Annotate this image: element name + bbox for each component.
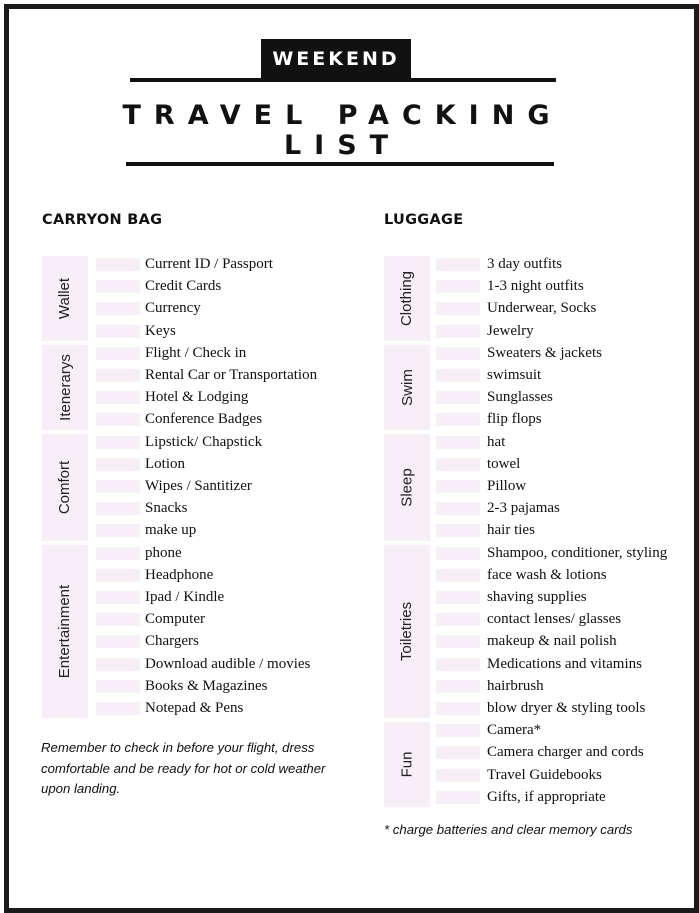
luggage-checkbox[interactable] [436,258,480,271]
carryon-group-label: Itenerarys [56,353,74,421]
luggage-item: Sunglasses [487,389,553,406]
carryon-checkbox[interactable] [96,680,140,693]
carryon-group-wallet [42,256,88,341]
carryon-item: make up [145,522,197,539]
carryon-checkbox[interactable] [96,502,140,515]
carryon-group-label: Entertainment [56,584,74,679]
luggage-checkbox[interactable] [436,391,480,404]
luggage-item: flip flops [487,411,542,428]
luggage-item: face wash & lotions [487,566,607,583]
luggage-checkbox[interactable] [436,680,480,693]
carryon-group-label: Comfort [56,460,74,514]
luggage-checkbox[interactable] [436,769,480,782]
luggage-item: swimsuit [487,367,542,383]
luggage-item: contact lenses/ glasses [487,611,622,628]
luggage-item: 1-3 night outfits [487,278,584,295]
carryon-checkbox[interactable] [96,702,140,715]
luggage-item: Camera* [487,722,542,739]
carryon-checkbox[interactable] [96,258,140,271]
luggage-item: 3 day outfits [487,256,562,272]
carryon-item: Current ID / Passport [145,256,273,272]
luggage-group-label: Clothing [398,270,416,326]
carryon-item: Lotion [145,455,185,472]
luggage-item: Gifts, if appropriate [487,788,606,805]
luggage-item: hairbrush [487,677,544,694]
luggage-group-sleep [384,434,430,541]
luggage-item: Pillow [487,478,527,494]
carryon-checkbox[interactable] [96,480,140,493]
luggage-item: shaving supplies [487,589,587,605]
luggage-item: blow dryer & styling tools [487,700,646,716]
luggage-checkbox[interactable] [436,635,480,648]
carryon-note: Remember to check in before your flight, dress comfortable and be ready for hot or cold weather upon landing. [41,740,326,796]
carryon-checkbox[interactable] [96,325,140,338]
luggage-checkbox[interactable] [436,524,480,537]
luggage-item: 2-3 pajamas [487,500,560,517]
luggage-item: hair ties [487,522,535,539]
carryon-item: Currency [145,300,201,317]
carryon-item: Conference Badges [145,411,263,428]
luggage-item: Sweaters & jackets [487,344,602,361]
luggage-item: Camera charger and cords [487,744,644,761]
luggage-group-label: Fun [398,751,416,778]
luggage-heading: LUGGAGE [384,212,464,228]
carryon-checkbox[interactable] [96,458,140,471]
luggage-checkbox[interactable] [436,547,480,560]
luggage-checkbox[interactable] [436,746,480,759]
carryon-checkbox[interactable] [96,658,140,671]
luggage-checkbox[interactable] [436,591,480,604]
luggage-group-label: Sleep [398,467,416,507]
luggage-group-clothing [384,256,430,341]
carryon-item: Flight / Check in [145,344,247,361]
carryon-checkbox[interactable] [96,280,140,293]
luggage-group-label: Swim [398,368,416,406]
luggage-item: Jewelry [487,322,534,339]
luggage-group-toiletries [384,545,430,719]
carryon-checkbox[interactable] [96,547,140,560]
luggage-checkbox[interactable] [436,436,480,449]
header-rule-top [130,78,556,82]
carryon-group-label: Wallet [56,277,74,319]
carryon-item: Rental Car or Transportation [145,367,318,383]
carryon-checkbox[interactable] [96,302,140,315]
header-rule-bottom [126,162,554,166]
carryon-item: Wipes / Santitizer [145,478,252,494]
luggage-item: hat [487,433,506,450]
carryon-item: Download audible / movies [145,655,311,672]
luggage-checkbox[interactable] [436,480,480,493]
carryon-item: Lipstick/ Chapstick [145,433,263,450]
carryon-checkbox[interactable] [96,347,140,360]
luggage-item: towel [487,455,521,472]
luggage-checkbox[interactable] [436,569,480,582]
luggage-checkbox[interactable] [436,791,480,804]
carryon-item: Credit Cards [145,278,222,295]
carryon-item: Ipad / Kindle [145,589,225,605]
carryon-item: Keys [145,322,176,339]
carryon-checkbox[interactable] [96,524,140,537]
page-title-line1: TRAVEL PACKING [122,100,563,131]
luggage-item: Travel Guidebooks [487,766,602,783]
carryon-item: Books & Magazines [145,677,268,694]
luggage-group-label: Toiletries [398,601,416,661]
carryon-checkbox[interactable] [96,613,140,626]
carryon-item: Computer [145,611,205,628]
luggage-checkbox[interactable] [436,502,480,515]
luggage-group-swim [384,345,430,430]
carryon-heading: CARRYON BAG [42,212,163,228]
carryon-item: Notepad & Pens [145,700,244,716]
luggage-checkbox[interactable] [436,724,480,737]
carryon-checkbox[interactable] [96,391,140,404]
luggage-footnote: * charge batteries and clear memory cards [384,822,633,837]
weekend-badge: WEEKEND [261,39,411,79]
luggage-item: Medications and vitamins [487,655,642,672]
page-title-line2: LIST [283,130,402,161]
luggage-checkbox[interactable] [436,325,480,338]
luggage-checkbox[interactable] [436,302,480,315]
luggage-checkbox[interactable] [436,369,480,382]
luggage-checkbox[interactable] [436,347,480,360]
luggage-checkbox[interactable] [436,613,480,626]
luggage-item: makeup & nail polish [487,633,617,650]
carryon-group-entertainment [42,545,88,719]
carryon-checkbox[interactable] [96,569,140,582]
luggage-checkbox[interactable] [436,458,480,471]
carryon-checkbox[interactable] [96,436,140,449]
carryon-item: Headphone [145,566,214,583]
carryon-item: phone [145,544,182,561]
carryon-group-itenerarys [42,345,88,430]
luggage-group-fun [384,722,430,807]
carryon-item: Hotel & Lodging [145,389,249,406]
carryon-item: Chargers [145,633,199,650]
carryon-checkbox[interactable] [96,413,140,426]
luggage-item: Shampoo, conditioner, styling [487,544,668,561]
carryon-group-comfort [42,434,88,541]
luggage-checkbox[interactable] [436,658,480,671]
luggage-checkbox[interactable] [436,702,480,715]
luggage-item: Underwear, Socks [487,300,597,317]
luggage-checkbox[interactable] [436,413,480,426]
carryon-checkbox[interactable] [96,635,140,648]
carryon-item: Snacks [145,500,188,517]
luggage-checkbox[interactable] [436,280,480,293]
carryon-checkbox[interactable] [96,369,140,382]
carryon-checkbox[interactable] [96,591,140,604]
